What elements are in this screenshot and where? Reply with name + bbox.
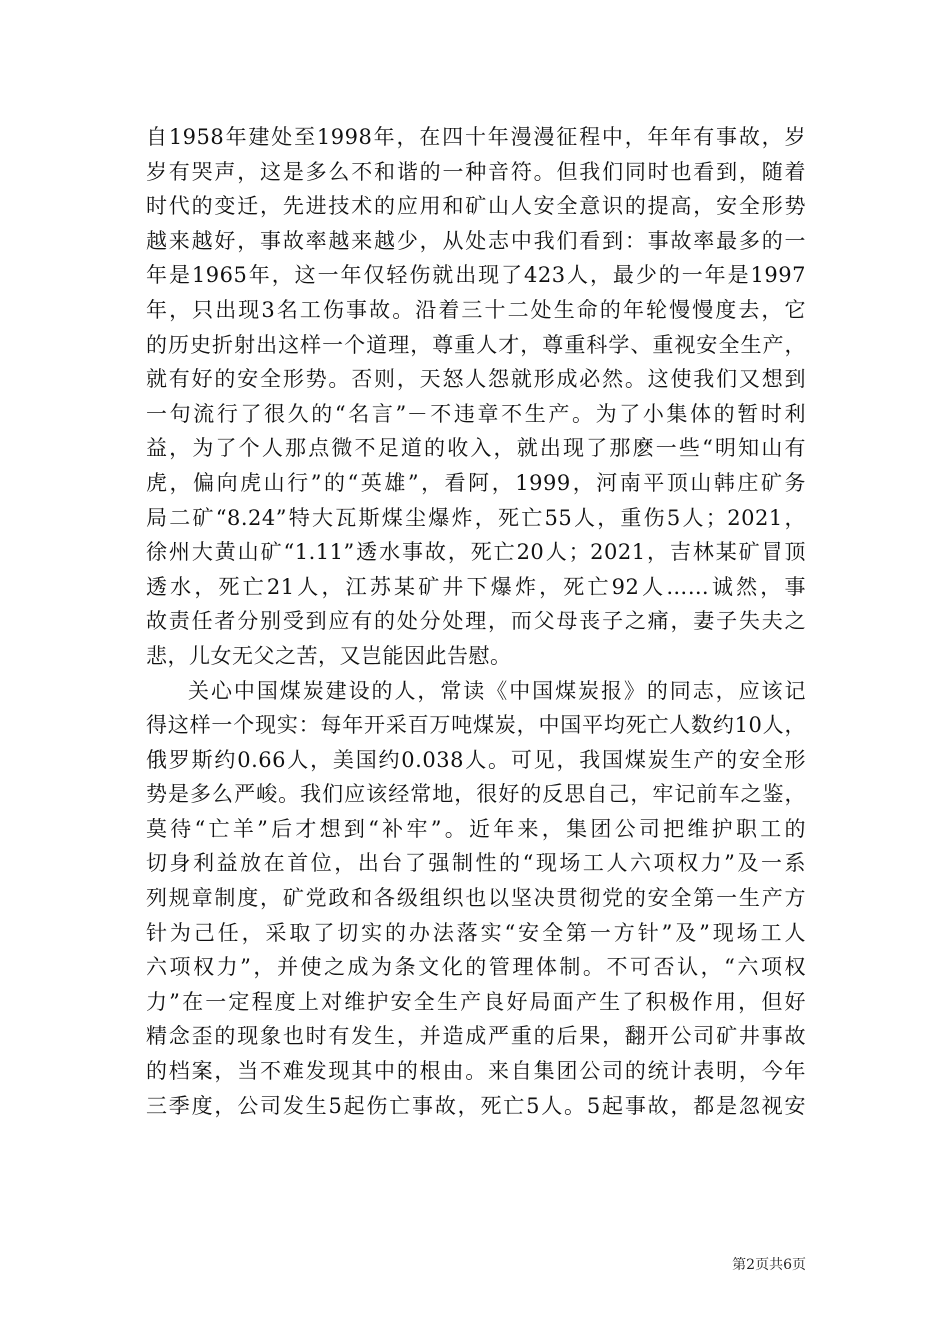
document-body bbox=[146, 120, 806, 1123]
text-line: 列规章制度，矿党政和各级组织也以坚决贯彻党的安全第一生产方 bbox=[146, 886, 806, 911]
text-line: 精念歪的现象也时有发生，并造成严重的后果，翻开公司矿井事故 bbox=[146, 1024, 806, 1049]
text-line: 六项权力”，并使之成为条文化的管理体制。不可否认，“六项权 bbox=[146, 955, 806, 980]
text-line: 时代的变迁，先进技术的应用和矿山人安全意识的提高，安全形势 bbox=[146, 194, 806, 219]
page-number: 第2页共6页 bbox=[732, 1257, 806, 1273]
text-line: 年，只出现3名工伤事故。沿着三十二处生命的年轮慢慢度去，它 bbox=[146, 297, 806, 322]
text-line: 势是多么严峻。我们应该经常地，很好的反思自己，牢记前车之鉴， bbox=[146, 782, 806, 807]
paragraph bbox=[146, 674, 806, 1124]
text-line: 徐州大黄山矿“1.11”透水事故，死亡20人；2021，吉林某矿冒顶 bbox=[146, 540, 806, 565]
text-line: 三季度，公司发生5起伤亡事故，死亡5人。5起事故，都是忽视安 bbox=[146, 1093, 806, 1118]
text-line: 自1958年建处至1998年，在四十年漫漫征程中，年年有事故，岁 bbox=[146, 125, 806, 149]
text-line: 年是1965年，这一年仅轻伤就出现了423人，最少的一年是1997 bbox=[146, 263, 806, 288]
text-line: 故责任者分别受到应有的处分处理，而父母丧子之痛，妻子失夫之 bbox=[146, 609, 806, 634]
text-line: 悲，儿女无父之苦，又岂能因此告慰。 bbox=[146, 643, 512, 668]
text-line: 针为己任，采取了切实的办法落实“安全第一方针”及”现场工人 bbox=[146, 920, 806, 945]
text-line: 越来越好，事故率越来越少，从处志中我们看到：事故率最多的一 bbox=[146, 228, 806, 253]
text-line: 益，为了个人那点微不足道的收入，就出现了那麽一些“明知山有 bbox=[146, 436, 806, 461]
text-line: 的历史折射出这样一个道理，尊重人才，尊重科学、重视安全生产， bbox=[146, 332, 806, 357]
text-line: 虎，偏向虎山行”的“英雄”，看阿，1999，河南平顶山韩庄矿务 bbox=[146, 470, 806, 495]
text-line: 一句流行了很久的“名言”－不违章不生产。为了小集体的暂时利 bbox=[146, 401, 806, 426]
text-line: 局二矿“8.24”特大瓦斯煤尘爆炸，死亡55人，重伤5人；2021， bbox=[146, 505, 806, 530]
text-line: 莫待“亡羊”后才想到“补牢”。近年来，集团公司把维护职工的 bbox=[146, 816, 806, 841]
text-line: 透水，死亡21人，江苏某矿井下爆炸，死亡92人……诚然，事 bbox=[146, 574, 806, 599]
paragraph bbox=[146, 120, 806, 674]
text-line: 俄罗斯约0.66人，美国约0.038人。可见，我国煤炭生产的安全形 bbox=[146, 747, 806, 772]
text-line: 岁有哭声，这是多么不和谐的一种音符。但我们同时也看到，随着 bbox=[146, 159, 806, 184]
text-line: 切身利益放在首位，出台了强制性的“现场工人六项权力”及一系 bbox=[146, 851, 806, 876]
text-line: 力”在一定程度上对维护安全生产良好局面产生了积极作用，但好 bbox=[146, 989, 806, 1014]
text-line: 得这样一个现实：每年开采百万吨煤炭，中国平均死亡人数约10人， bbox=[146, 713, 806, 738]
text-line: 的档案，当不难发现其中的根由。来自集团公司的统计表明，今年 bbox=[146, 1059, 806, 1084]
text-line: 关心中国煤炭建设的人，常读《中国煤炭报》的同志，应该记 bbox=[188, 678, 806, 703]
text-line: 就有好的安全形势。否则，天怒人怨就形成必然。这使我们又想到 bbox=[146, 367, 806, 392]
